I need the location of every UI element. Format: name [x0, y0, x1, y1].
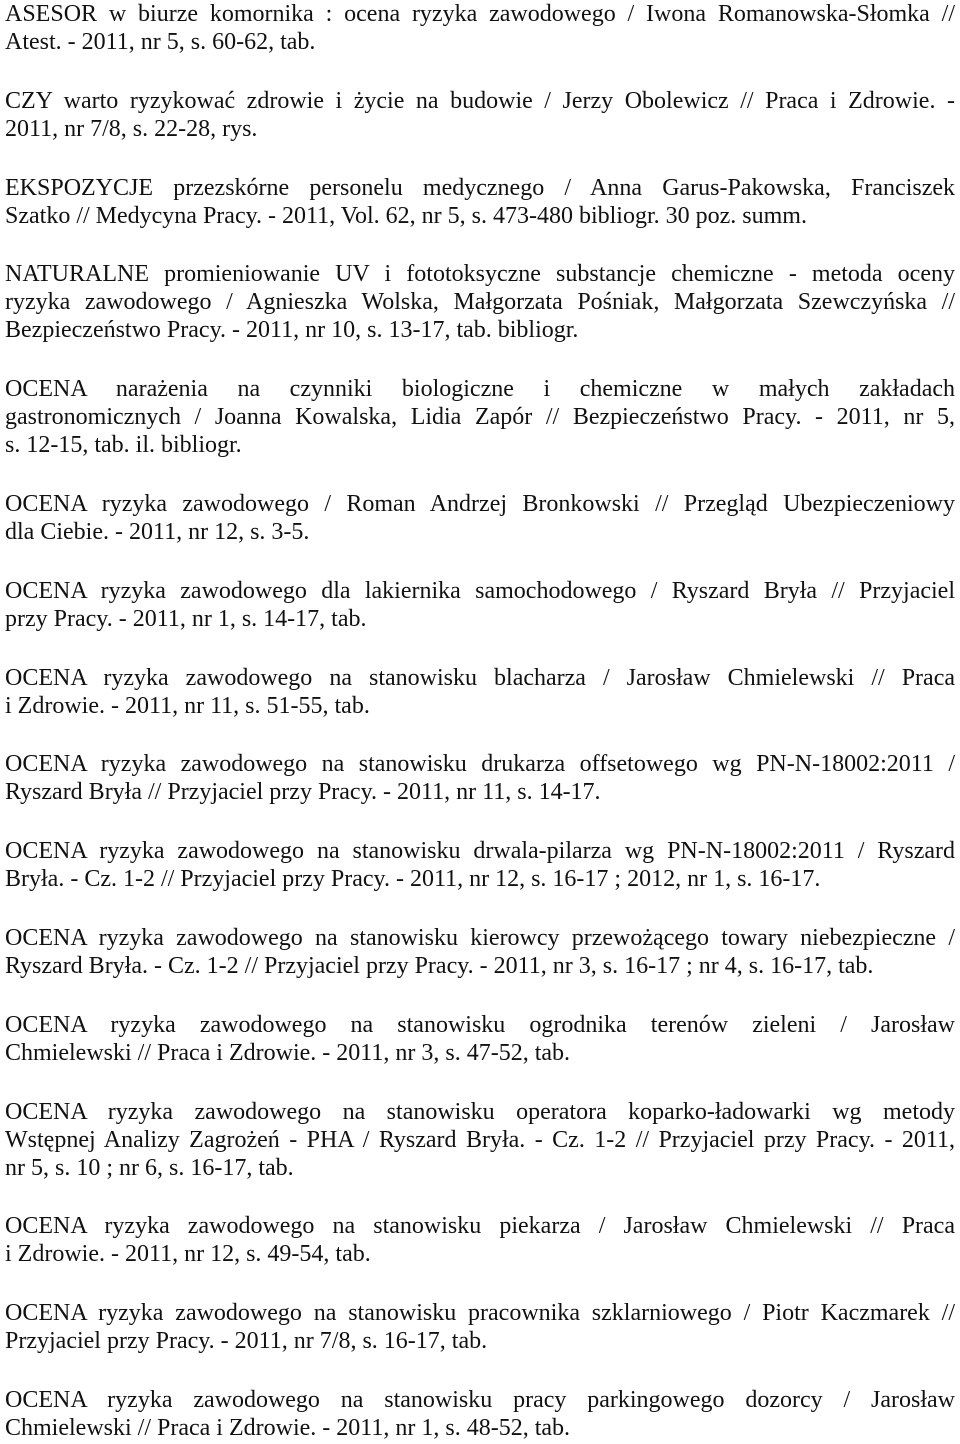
entry-line: OCENA narażenia na czynniki biologiczne i chemiczne w małych zakładach — [5, 376, 955, 403]
entry-line: gastronomicznych / Joanna Kowalska, Lidia Zapór // Bezpieczeństwo Pracy. - 2011, nr 5, — [5, 404, 955, 431]
bibliography-entry — [5, 750, 955, 806]
entry-line: OCENA ryzyka zawodowego na stanowisku piekarza / Jarosław Chmielewski // Praca — [5, 1213, 955, 1240]
entry-line: OCENA ryzyka zawodowego na stanowisku blacharza / Jarosław Chmielewski // Praca — [5, 664, 955, 691]
entry-line: Bryła. - Cz. 1-2 // Przyjaciel przy Pracy. - 2011, nr 12, s. 16-17 ; 2012, nr 1, s. 16-17. — [5, 866, 821, 893]
bibliography-entry — [5, 664, 955, 720]
entry-line: OCENA ryzyka zawodowego na stanowisku ogrodnika terenów zieleni / Jarosław — [5, 1011, 955, 1038]
entry-line: EKSPOZYCJE przezskórne personelu medycznego / Anna Garus-Pakowska, Franciszek — [5, 174, 955, 201]
entry-line: OCENA ryzyka zawodowego na stanowisku drwala-pilarza wg PN-N-18002:2011 / Ryszard — [5, 838, 955, 865]
bibliography-entry — [5, 1299, 955, 1355]
bibliography-entry — [5, 0, 955, 56]
entry-line: OCENA ryzyka zawodowego na stanowisku pracownika szklarniowego / Piotr Kaczmarek // — [5, 1300, 955, 1327]
bibliography-entry — [5, 1386, 955, 1442]
entry-line: OCENA ryzyka zawodowego na stanowisku operatora koparko-ładowarki wg metody — [5, 1098, 955, 1125]
bibliography-entry — [5, 375, 955, 459]
entry-line: ryzyka zawodowego / Agnieszka Wolska, Małgorzata Pośniak, Małgorzata Szewczyńska // — [5, 289, 955, 316]
entry-line: Wstępnej Analizy Zagrożeń - PHA / Ryszard Bryła. - Cz. 1-2 // Przyjaciel przy Pracy. - 2011, — [5, 1126, 955, 1153]
bibliography-entry — [5, 490, 955, 546]
entry-line: OCENA ryzyka zawodowego na stanowisku kierowcy przewożącego towary niebezpieczne / — [5, 924, 955, 951]
entry-line: Szatko // Medycyna Pracy. - 2011, Vol. 62, nr 5, s. 473-480 bibliogr. 30 poz. summ. — [5, 202, 807, 229]
entry-line: dla Ciebie. - 2011, nr 12, s. 3-5. — [5, 518, 310, 545]
entry-line: i Zdrowie. - 2011, nr 12, s. 49-54, tab. — [5, 1241, 371, 1268]
entry-line: 2011, nr 7/8, s. 22-28, rys. — [5, 115, 258, 142]
entry-line: Chmielewski // Praca i Zdrowie. - 2011, nr 1, s. 48-52, tab. — [5, 1414, 571, 1441]
entry-line: OCENA ryzyka zawodowego / Roman Andrzej Bronkowski // Przegląd Ubezpieczeniowy — [5, 490, 955, 517]
bibliography-entry — [5, 174, 955, 230]
bibliography-entry — [5, 577, 955, 633]
bibliography-entry — [5, 924, 955, 980]
bibliography-entry — [5, 1212, 955, 1268]
entry-line: nr 5, s. 10 ; nr 6, s. 16-17, tab. — [5, 1154, 294, 1181]
entry-line: Ryszard Bryła. - Cz. 1-2 // Przyjaciel przy Pracy. - 2011, nr 3, s. 16-17 ; nr 4, s. 16-17, tab. — [5, 952, 874, 979]
entry-line: s. 12-15, tab. il. bibliogr. — [5, 432, 242, 459]
entry-line: OCENA ryzyka zawodowego na stanowisku drukarza offsetowego wg PN-N-18002:2011 / — [5, 751, 955, 778]
entry-line: OCENA ryzyka zawodowego na stanowisku pracy parkingowego dozorcy / Jarosław — [5, 1386, 955, 1413]
bibliography-page — [5, 0, 955, 1442]
entry-line: Przyjaciel przy Pracy. - 2011, nr 7/8, s. 16-17, tab. — [5, 1328, 488, 1355]
bibliography-entry — [5, 87, 955, 143]
bibliography-entry — [5, 1098, 955, 1182]
entry-line: i Zdrowie. - 2011, nr 11, s. 51-55, tab. — [5, 692, 370, 719]
entry-line: Atest. - 2011, nr 5, s. 60-62, tab. — [5, 29, 316, 55]
entry-line: CZY warto ryzykować zdrowie i życie na budowie / Jerzy Obolewicz // Praca i Zdrowie. - — [5, 87, 955, 114]
entry-line: OCENA ryzyka zawodowego dla lakiernika samochodowego / Ryszard Bryła // Przyjaciel — [5, 577, 955, 604]
bibliography-entry — [5, 837, 955, 893]
entry-line: ASESOR w biurze komornika : ocena ryzyka zawodowego / Iwona Romanowska-Słomka // — [5, 1, 955, 27]
bibliography-entry — [5, 260, 955, 344]
entry-line: Bezpieczeństwo Pracy. - 2011, nr 10, s. 13-17, tab. bibliogr. — [5, 317, 579, 344]
entry-line: NATURALNE promieniowanie UV i fototoksyczne substancje chemiczne - metoda oceny — [5, 261, 955, 288]
entry-line: przy Pracy. - 2011, nr 1, s. 14-17, tab. — [5, 605, 367, 632]
entry-line: Ryszard Bryła // Przyjaciel przy Pracy. - 2011, nr 11, s. 14-17. — [5, 779, 601, 806]
bibliography-entry — [5, 1011, 955, 1067]
entry-line: Chmielewski // Praca i Zdrowie. - 2011, nr 3, s. 47-52, tab. — [5, 1039, 571, 1066]
